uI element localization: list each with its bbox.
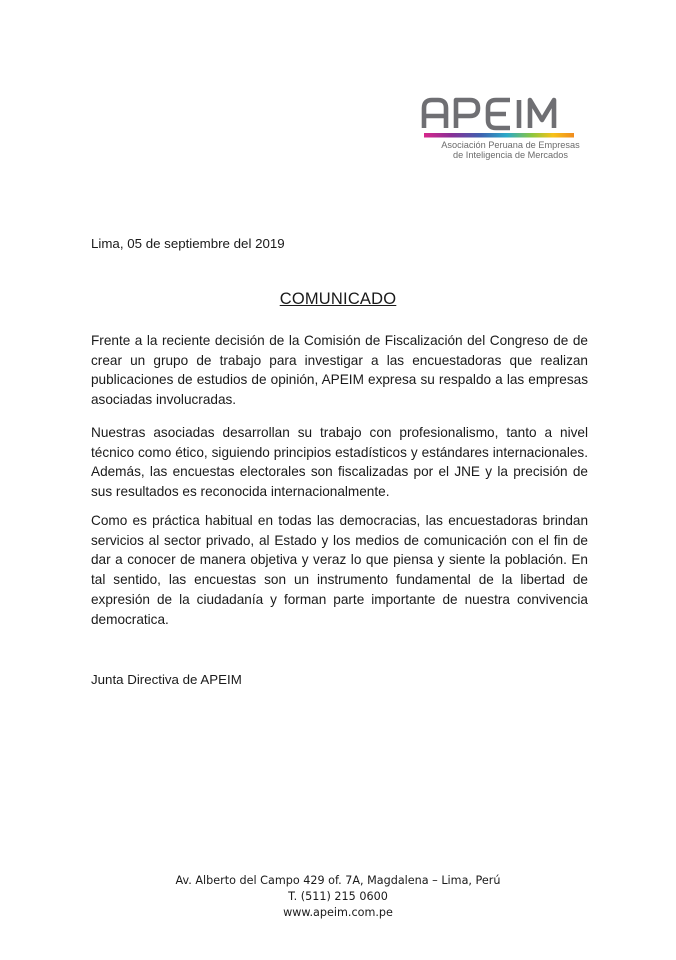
logo-tagline-line2: de Inteligencia de Mercados	[453, 150, 568, 160]
footer-website: www.apeim.com.pe	[283, 906, 393, 919]
paragraph-3: Como es práctica habitual en todas las democracias, las encuestadoras brindan servicios al sector privado, al Estado y los medios de comunicación con el fin de dar a conocer de manera objetiva y veraz lo que piensa y siente la población. En tal sentido, las encuestas son un instrumento fundamental de la libertad de expresión de la ciudadanía y forman parte importante de nuestra convivencia democratica.	[91, 513, 588, 627]
apeim-logo	[418, 92, 583, 172]
apeim-wordmark	[418, 92, 583, 140]
document-date: Lima, 05 de septiembre del 2019	[91, 236, 285, 251]
paragraph-1: Frente a la reciente decisión de la Comisión de Fiscalización del Congreso de de crear un grupo de trabajo para investigar a las encuestadoras que realizan publicaciones de estudios de opinión, APEIM expresa su respaldo a las empresas asociadas involucradas.	[91, 333, 588, 408]
footer-phone: T. (511) 215 0600	[288, 890, 388, 903]
footer	[0, 873, 676, 921]
footer-address: Av. Alberto del Campo 429 of. 7A, Magdalena – Lima, Perú	[175, 874, 501, 887]
logo-tagline-line1: Asociación Peruana de Empresas	[441, 140, 580, 150]
document-title: COMUNICADO	[279, 290, 397, 308]
paragraph-2: Nuestras asociadas desarrollan su trabajo con profesionalismo, tanto a nivel técnico como ético, siguiendo principios estadísticos y estándares internacionales. Además, las encuestas electorales son fiscalizadas por el JNE y la precisión de sus resultados es reconocida internacionalmente.	[91, 425, 588, 500]
signature: Junta Directiva de APEIM	[91, 672, 242, 687]
